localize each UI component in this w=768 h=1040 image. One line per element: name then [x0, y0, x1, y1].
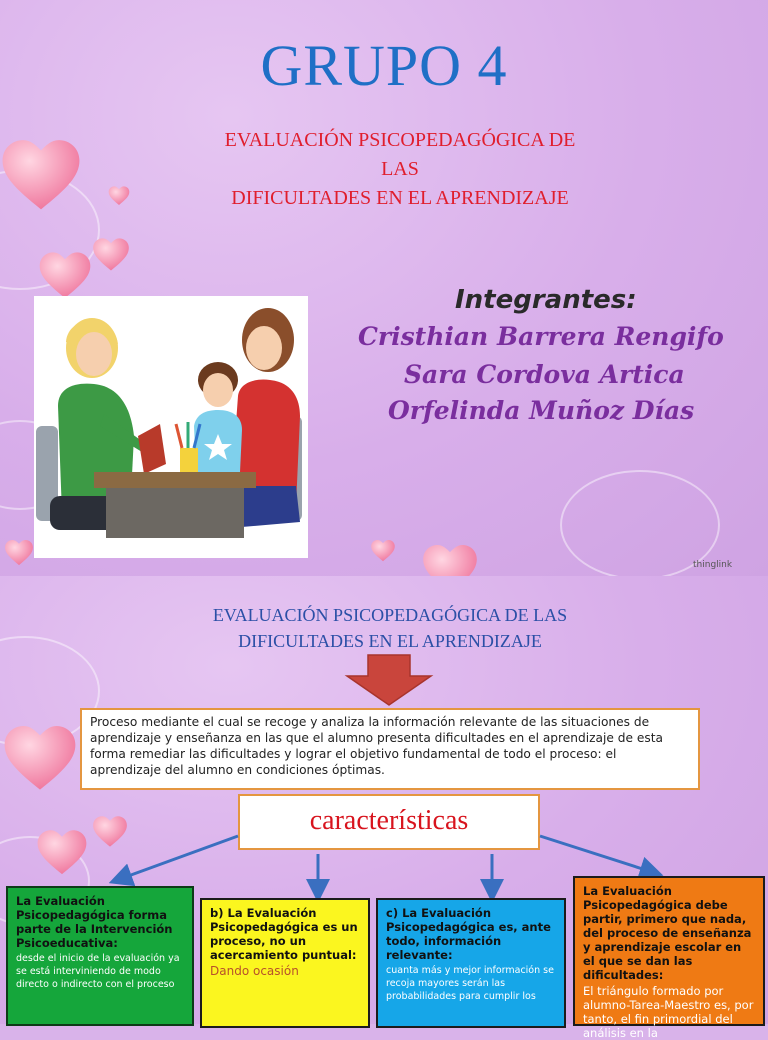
- member-name: Sara Cordova Artica: [404, 360, 685, 389]
- heart-icon: [370, 540, 396, 562]
- card-lead: La Evaluación Psicopedagógica debe partir, primero que nada, del proceso de enseñanza y aprendizaje escolar en el que se dan las dificultades:: [583, 884, 752, 982]
- slide-characteristics: [0, 576, 768, 1040]
- heart-icon: [92, 238, 130, 272]
- arrow-icon: [540, 836, 652, 872]
- arrow-icon: [120, 836, 238, 879]
- heart-icon: [0, 140, 82, 212]
- cover-subtitle-line: LAS: [381, 158, 419, 180]
- card-text: desde el inicio de la evaluación ya se está interviniendo de modo directo o indirecto con el proceso: [16, 953, 180, 990]
- watermark: thinglink: [693, 560, 733, 570]
- characteristics-heading: características: [238, 794, 540, 850]
- cover-subtitle-line: EVALUACIÓN PSICOPEDAGÓGICA DE: [224, 129, 576, 151]
- card-lead: b) La Evaluación Psicopedagógica es un proceso, no un acercamiento puntual:: [210, 906, 358, 962]
- cover-subtitle-line: DIFICULTADES EN EL APRENDIZAJE: [231, 187, 569, 209]
- card-text: Dando ocasión: [210, 964, 299, 978]
- member-name: Orfelinda Muñoz Días: [388, 396, 695, 425]
- card-lead: La Evaluación Psicopedagógica forma parte de la Intervención Psicoeducativa:: [16, 894, 173, 950]
- member-name: Cristhian Barrera Rengifo: [358, 322, 724, 351]
- slide-title-line: DIFICULTADES EN EL APRENDIZAJE: [238, 631, 542, 651]
- slide-title-line: EVALUACIÓN PSICOPEDAGÓGICA DE LAS: [212, 605, 568, 625]
- characteristic-card: [6, 886, 194, 1026]
- characteristic-card: [573, 876, 765, 1040]
- heart-icon: [38, 252, 92, 300]
- heart-icon: [108, 186, 130, 206]
- group-title: GRUPO 4: [260, 33, 508, 98]
- characteristic-card: [200, 898, 370, 1028]
- card-text: cuanta más y mejor información se recoja mayores serán las probabilidades para cumplir los: [386, 965, 554, 1002]
- heart-icon: [4, 540, 34, 566]
- characteristic-card: [376, 898, 566, 1028]
- members-heading: Integrantes:: [455, 285, 637, 315]
- family-illustration: [34, 296, 308, 558]
- cover-subtitle: [130, 126, 670, 213]
- card-lead: c) La Evaluación Psicopedagógica es, ante todo, información relevante:: [386, 906, 551, 962]
- card-text: El triángulo formado por alumno-Tarea-Maestro es, por tanto, el fin primordial del análisis en la: [583, 984, 754, 1040]
- definition-box: Proceso mediante el cual se recoge y analiza la información relevante de las situaciones de aprendizaje y enseñanza en las que el alumno presenta dificultades en el aprendizaje de esta forma remediar las dificultades y lograr el objetivo fundamental de todo el proceso: el aprendizaje del alumno en condiciones óptimas.: [80, 708, 700, 790]
